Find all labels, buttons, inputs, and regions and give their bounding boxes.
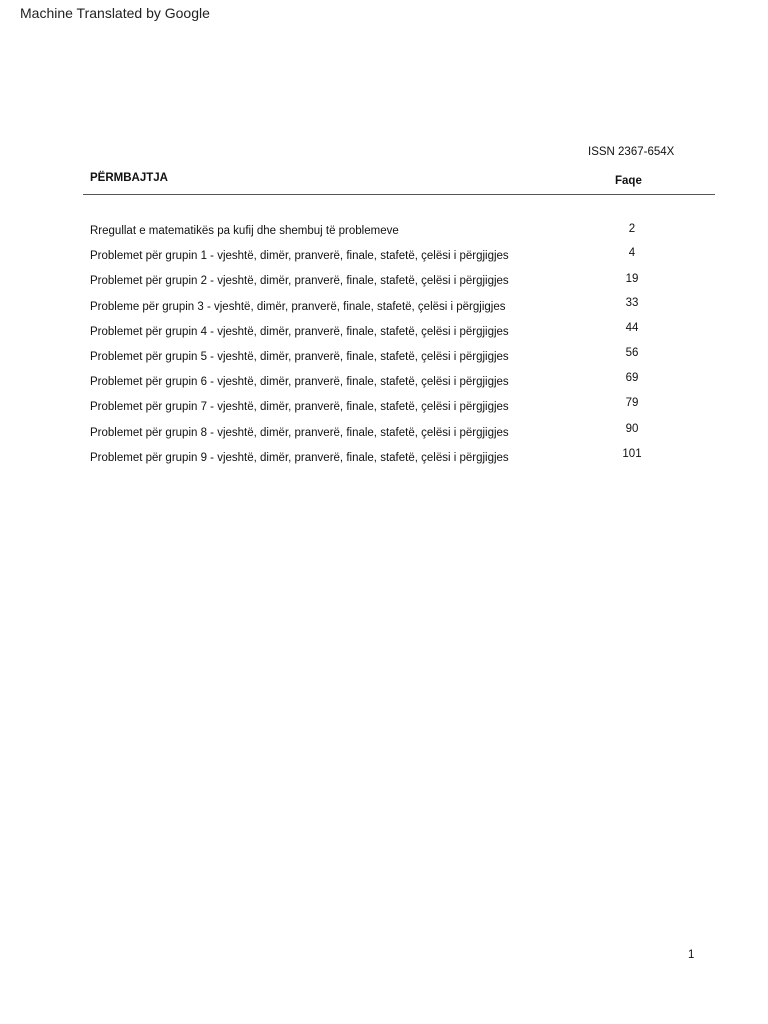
toc-entry-title: Rregullat e matematikës pa kufij dhe shembuj të problemeve — [90, 225, 399, 237]
toc-row — [0, 372, 768, 396]
toc-row — [0, 322, 768, 346]
toc-entry-title: Problemet për grupin 7 - vjeshtë, dimër, pranverë, finale, stafetë, çelësi i përgjigjes — [90, 401, 509, 413]
toc-row — [0, 224, 768, 244]
page-column-header: Faqe — [615, 175, 642, 187]
toc-entry-page: 2 — [628, 223, 636, 235]
toc-row — [0, 297, 768, 321]
page-number: 1 — [688, 949, 695, 961]
toc-entry-page: 56 — [625, 347, 639, 359]
toc-entry-title: Problemet për grupin 5 - vjeshtë, dimër, pranverë, finale, stafetë, çelësi i përgjigjes — [90, 351, 509, 363]
toc-row — [0, 397, 768, 421]
toc-entry-title: Problemet për grupin 2 - vjeshtë, dimër, pranverë, finale, stafetë, çelësi i përgjigjes — [90, 275, 509, 287]
toc-entry-title: Problemet për grupin 6 - vjeshtë, dimër, pranverë, finale, stafetë, çelësi i përgjigjes — [90, 376, 509, 388]
toc-entry-page: 79 — [625, 397, 639, 409]
toc-entry-title: Problemet për grupin 8 - vjeshtë, dimër, pranverë, finale, stafetë, çelësi i përgjigjes — [90, 427, 509, 439]
toc-entry-page: 19 — [625, 273, 639, 285]
toc-title: PËRMBAJTJA — [90, 172, 168, 184]
toc-entry-title: Problemet për grupin 4 - vjeshtë, dimër, pranverë, finale, stafetë, çelësi i përgjigjes — [90, 326, 509, 338]
toc-entry-page: 101 — [622, 448, 642, 460]
toc-row — [0, 275, 768, 295]
toc-row — [0, 347, 768, 371]
toc-row — [0, 247, 768, 270]
toc-entry-page: 69 — [625, 372, 639, 384]
toc-entry-title: Problemet për grupin 1 - vjeshtë, dimër, pranverë, finale, stafetë, çelësi i përgjigjes — [90, 250, 509, 262]
toc-entry-page: 90 — [625, 423, 639, 435]
toc-entry-title: Probleme për grupin 3 - vjeshtë, dimër, pranverë, finale, stafetë, çelësi i përgjigjes — [90, 301, 506, 313]
machine-translation-banner: Machine Translated by Google — [20, 5, 210, 21]
toc-entry-page: 33 — [625, 297, 639, 309]
toc-row — [0, 423, 768, 447]
toc-entry-page: 44 — [625, 322, 639, 334]
toc-entry-title: Problemet për grupin 9 - vjeshtë, dimër, pranverë, finale, stafetë, çelësi i përgjigjes — [90, 452, 509, 464]
toc-row — [0, 448, 768, 472]
toc-entry-page: 4 — [628, 247, 636, 259]
issn-label: ISSN 2367-654X — [588, 146, 675, 158]
